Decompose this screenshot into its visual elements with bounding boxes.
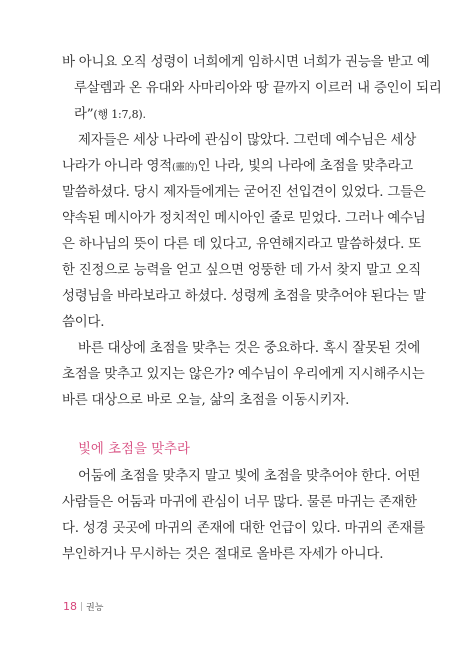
paragraph [62,128,426,336]
text-line: 성령님을 바라보라고 하셨다. 성령께 초점을 맞추어야 된다는 말 [62,289,426,304]
text-span: 나라가 아니라 영적 [62,159,172,174]
section-spacer [62,414,408,436]
text-line: 바른 대상으로 바로 오늘, 삶의 초점을 이동시키자. [62,393,350,408]
text-line: 바른 대상에 초점을 맞추는 것은 중요하다. 혹시 잘못된 것에 [78,341,421,356]
section-heading: 빛에 초점을 맞추라 [78,442,190,457]
text-line: 씀이다. [62,315,105,330]
text-span: 인 나라, 빛의 나라에 초점을 맞추라고 [197,159,413,174]
quote-end: 라” [74,107,94,122]
text-line: 바 아니요 오직 성령이 너희에게 임하시면 너희가 권능을 받고 예 [62,55,430,70]
text-line: 어둠에 초점을 맞추지 말고 빛에 초점을 맞추어야 한다. 어떤 [78,469,421,484]
text-line: 루살렘과 온 유대와 사마리아와 땅 끝까지 이르러 내 증인이 되리 [74,81,442,96]
paragraph [62,50,442,128]
hanja-annotation: (靈的) [172,162,198,173]
text-line: 사람들은 어둠과 마귀에 관심이 너무 많다. 물론 마귀는 존재한 [62,495,417,510]
text-line: 한 진정으로 능력을 얻고 싶으면 엉뚱한 데 가서 찾지 말고 오직 [62,263,421,278]
paragraph [62,464,426,568]
footer-divider [81,602,82,611]
page-number: 18 [63,600,77,613]
text-line [62,102,408,128]
paragraph [62,336,425,414]
page-body [62,50,442,568]
text-line: 말씀하셨다. 당시 제자들에게는 굳어진 선입견이 있었다. 그들은 [62,185,426,200]
text-line: 은 하나님의 뜻이 다른 데 있다고, 유연해지라고 말씀하셨다. 또 [62,237,421,252]
text-line: 약속된 메시아가 정치적인 메시아인 줄로 믿었다. 그러나 예수님 [62,211,426,226]
text-line: 제자들은 세상 나라에 관심이 많았다. 그런데 예수님은 세상 [78,133,417,148]
scripture-reference: (행 1:7,8). [93,108,146,121]
text-line: 초점을 맞추고 있지는 않은가? 예수님이 우리에게 지시해주시는 [62,367,425,382]
text-line: 다. 성경 곳곳에 마귀의 존재에 대한 언급이 있다. 마귀의 존재를 [62,521,426,536]
running-title: 권능 [86,603,104,613]
text-line [62,154,413,180]
text-line: 부인하거나 무시하는 것은 절대로 올바른 자세가 아니다. [62,547,384,562]
page-footer [63,600,103,613]
